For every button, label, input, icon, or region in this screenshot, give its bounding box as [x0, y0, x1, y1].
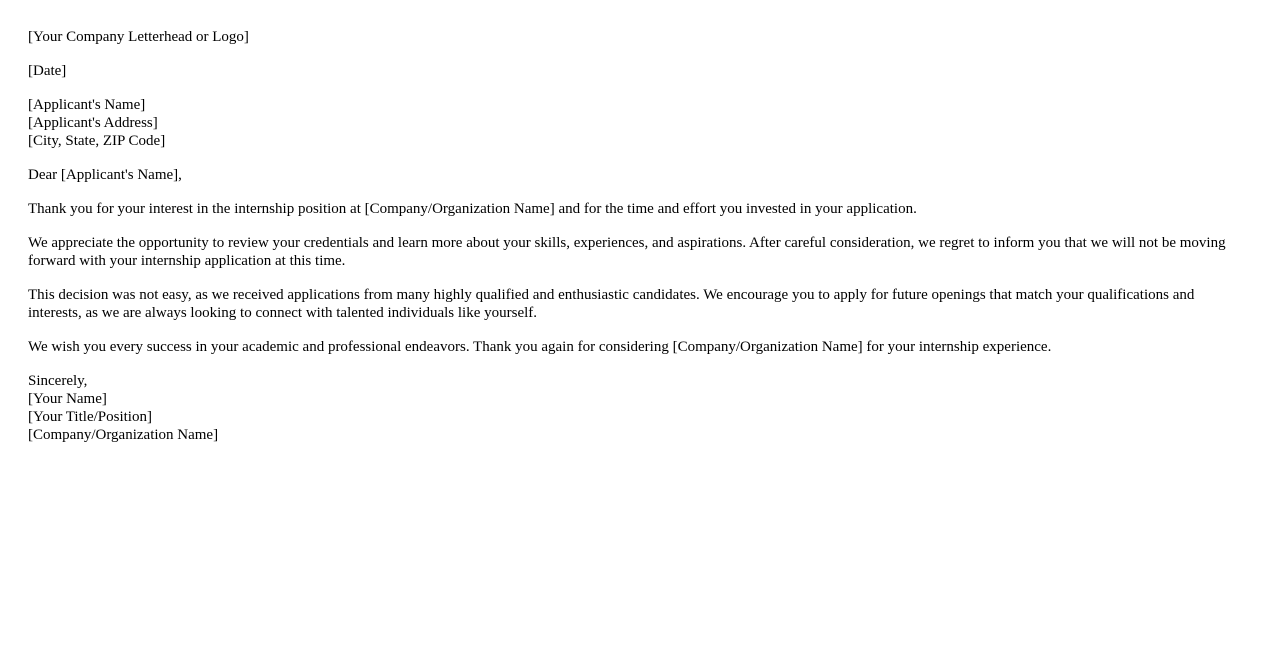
recipient-city-state-zip: [City, State, ZIP Code] — [28, 133, 166, 149]
salutation: Dear [Applicant's Name], — [28, 167, 182, 183]
closing-block — [28, 372, 1250, 444]
body-paragraph-4: We wish you every success in your academic and professional endeavors. Thank you again for considering [Company/Organization Name] for your internship experience. — [28, 339, 1052, 355]
letter-document — [28, 28, 1250, 460]
recipient-block — [28, 96, 1250, 150]
letterhead: [Your Company Letterhead or Logo] — [28, 29, 249, 45]
body-paragraph-1: Thank you for your interest in the internship position at [Company/Organization Name] and for the time and effort you invested in your application. — [28, 201, 917, 217]
signer-organization: [Company/Organization Name] — [28, 427, 219, 443]
recipient-address: [Applicant's Address] — [28, 115, 158, 131]
letter-date: [Date] — [28, 63, 67, 79]
signer-name: [Your Name] — [28, 391, 107, 407]
valediction: Sincerely, — [28, 373, 88, 389]
recipient-name: [Applicant's Name] — [28, 97, 146, 113]
body-paragraph-2: We appreciate the opportunity to review your credentials and learn more about your skills, experiences, and aspirations. After careful consideration, we regret to inform you that we will not be moving forward with your internship application at this time. — [28, 235, 1226, 269]
signer-title: [Your Title/Position] — [28, 409, 152, 425]
body-paragraph-3: This decision was not easy, as we received applications from many highly qualified and enthusiastic candidates. We encourage you to apply for future openings that match your qualifications and interests, as we are always looking to connect with talented individuals like yourself. — [28, 287, 1195, 321]
